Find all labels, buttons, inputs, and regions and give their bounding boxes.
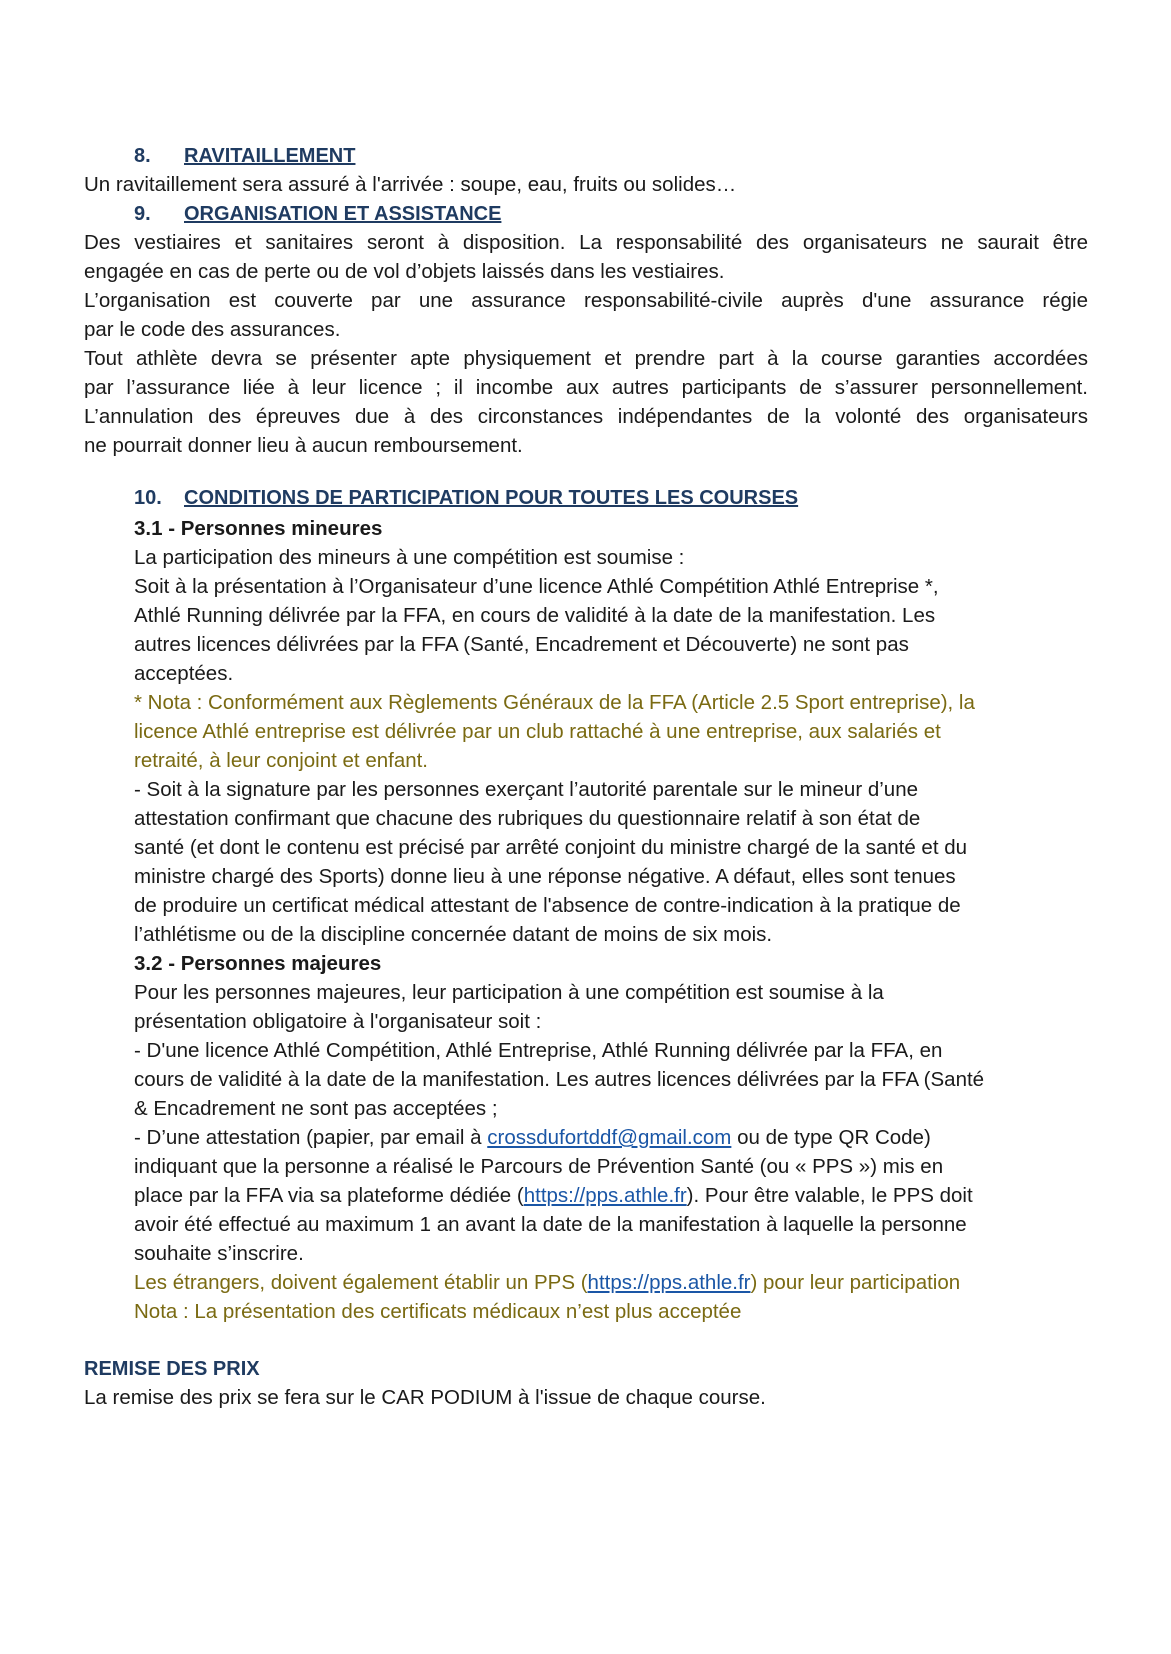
paragraph-line: Soit à la présentation à l’Organisateur d’une licence Athlé Compétition Athlé Entreprise *, xyxy=(134,575,939,598)
paragraph-line: ne pourrait donner lieu à aucun remboursement. xyxy=(84,434,523,457)
subsection-adults-title: 3.2 - Personnes majeures xyxy=(134,952,382,975)
nota-line: retraité, à leur conjoint et enfant. xyxy=(134,749,429,772)
pps-link[interactable]: https://pps.athle.fr xyxy=(587,1271,751,1294)
foreigners-line xyxy=(134,1268,960,1298)
nota-line: licence Athlé entreprise est délivrée par un club rattaché à une entreprise, aux salariés et xyxy=(134,720,941,743)
section-9-heading xyxy=(134,199,501,229)
paragraph-line: présentation obligatoire à l'organisateur soit : xyxy=(134,1010,542,1033)
paragraph-line: acceptées. xyxy=(134,662,234,685)
nota-line: * Nota : Conformément aux Règlements Généraux de la FFA (Article 2.5 Sport entreprise), la xyxy=(134,691,975,714)
section-title: CONDITIONS DE PARTICIPATION POUR TOUTES LES COURSES xyxy=(184,487,799,509)
paragraph-line: Pour les personnes majeures, leur participation à une compétition est soumise à la xyxy=(134,981,884,1004)
section-8-text: Un ravitaillement sera assuré à l'arrivée : soupe, eau, fruits ou solides… xyxy=(84,173,737,196)
paragraph-line: Des vestiaires et sanitaires seront à disposition. La responsabilité des organisateurs ne saurait être xyxy=(84,231,1088,254)
text-fragment: ). Pour être valable, le PPS doit xyxy=(686,1184,973,1207)
paragraph-line: engagée en cas de perte ou de vol d’objets laissés dans les vestiaires. xyxy=(84,260,725,283)
paragraph-line: par l’assurance liée à leur licence ; il incombe aux autres participants de s’assurer personnellement. xyxy=(84,376,1088,399)
paragraph-line: autres licences délivrées par la FFA (Santé, Encadrement et Découverte) ne sont pas xyxy=(134,633,909,656)
section-number: 10. xyxy=(134,487,162,509)
text-fragment: - D’une attestation (papier, par email à xyxy=(134,1126,488,1149)
pps-link[interactable]: https://pps.athle.fr xyxy=(523,1184,687,1207)
paragraph-line: l’athlétisme ou de la discipline concernée datant de moins de six mois. xyxy=(134,923,773,946)
paragraph-line: avoir été effectué au maximum 1 an avant la date de la manifestation à laquelle la personne xyxy=(134,1213,967,1236)
text-fragment: Les étrangers, doivent également établir un PPS ( xyxy=(134,1271,588,1294)
paragraph-line: & Encadrement ne sont pas acceptées ; xyxy=(134,1097,498,1120)
paragraph-line: Tout athlète devra se présenter apte physiquement et prendre part à la course garanties accordées xyxy=(84,347,1088,370)
paragraph-line: santé (et dont le contenu est précisé par arrêté conjoint du ministre chargé de la santé et du xyxy=(134,836,968,859)
section-title: RAVITAILLEMENT xyxy=(184,145,356,167)
nota-line: Nota : La présentation des certificats médicaux n’est plus acceptée xyxy=(134,1300,742,1323)
paragraph-line: souhaite s’inscrire. xyxy=(134,1242,304,1265)
section-title: ORGANISATION ET ASSISTANCE xyxy=(184,203,502,225)
paragraph-line: L’annulation des épreuves due à des circonstances indépendantes de la volonté des organisateurs xyxy=(84,405,1088,428)
paragraph-line: - D'une licence Athlé Compétition, Athlé Entreprise, Athlé Running délivrée par la FFA, en xyxy=(134,1039,943,1062)
text-fragment: place par la FFA via sa plateforme dédiée ( xyxy=(134,1184,524,1207)
paragraph-line: Athlé Running délivrée par la FFA, en cours de validité à la date de la manifestation. Les xyxy=(134,604,936,627)
attestation-line xyxy=(134,1123,931,1153)
prizes-text: La remise des prix se fera sur le CAR PODIUM à l'issue de chaque course. xyxy=(84,1386,766,1409)
paragraph-line: indiquant que la personne a réalisé le Parcours de Prévention Santé (ou « PPS ») mis en xyxy=(134,1155,944,1178)
email-link[interactable]: crossdufortddf@gmail.com xyxy=(487,1126,732,1149)
paragraph-line: attestation confirmant que chacune des rubriques du questionnaire relatif à son état de xyxy=(134,807,921,830)
paragraph-line: L’organisation est couverte par une assurance responsabilité-civile auprès d'une assurance régie xyxy=(84,289,1088,312)
subsection-minors-title: 3.1 - Personnes mineures xyxy=(134,517,383,540)
section-8-heading xyxy=(134,141,355,171)
text-fragment: ) pour leur participation xyxy=(750,1271,961,1294)
text-fragment: ou de type QR Code) xyxy=(731,1126,931,1149)
section-number: 8. xyxy=(134,145,151,167)
paragraph-line: La participation des mineurs à une compétition est soumise : xyxy=(134,546,685,569)
paragraph-line: ministre chargé des Sports) donne lieu à une réponse négative. A défaut, elles sont tenues xyxy=(134,865,956,888)
paragraph-line: de produire un certificat médical attestant de l'absence de contre-indication à la pratique de xyxy=(134,894,961,917)
section-number: 9. xyxy=(134,203,151,225)
section-10-heading xyxy=(134,483,798,513)
paragraph-line: - Soit à la signature par les personnes exerçant l’autorité parentale sur le mineur d’une xyxy=(134,778,918,801)
prizes-heading: REMISE DES PRIX xyxy=(84,1358,260,1380)
paragraph-line: cours de validité à la date de la manifestation. Les autres licences délivrées par la FFA (Santé xyxy=(134,1068,985,1091)
pps-line xyxy=(134,1181,973,1211)
paragraph-line: par le code des assurances. xyxy=(84,318,341,341)
